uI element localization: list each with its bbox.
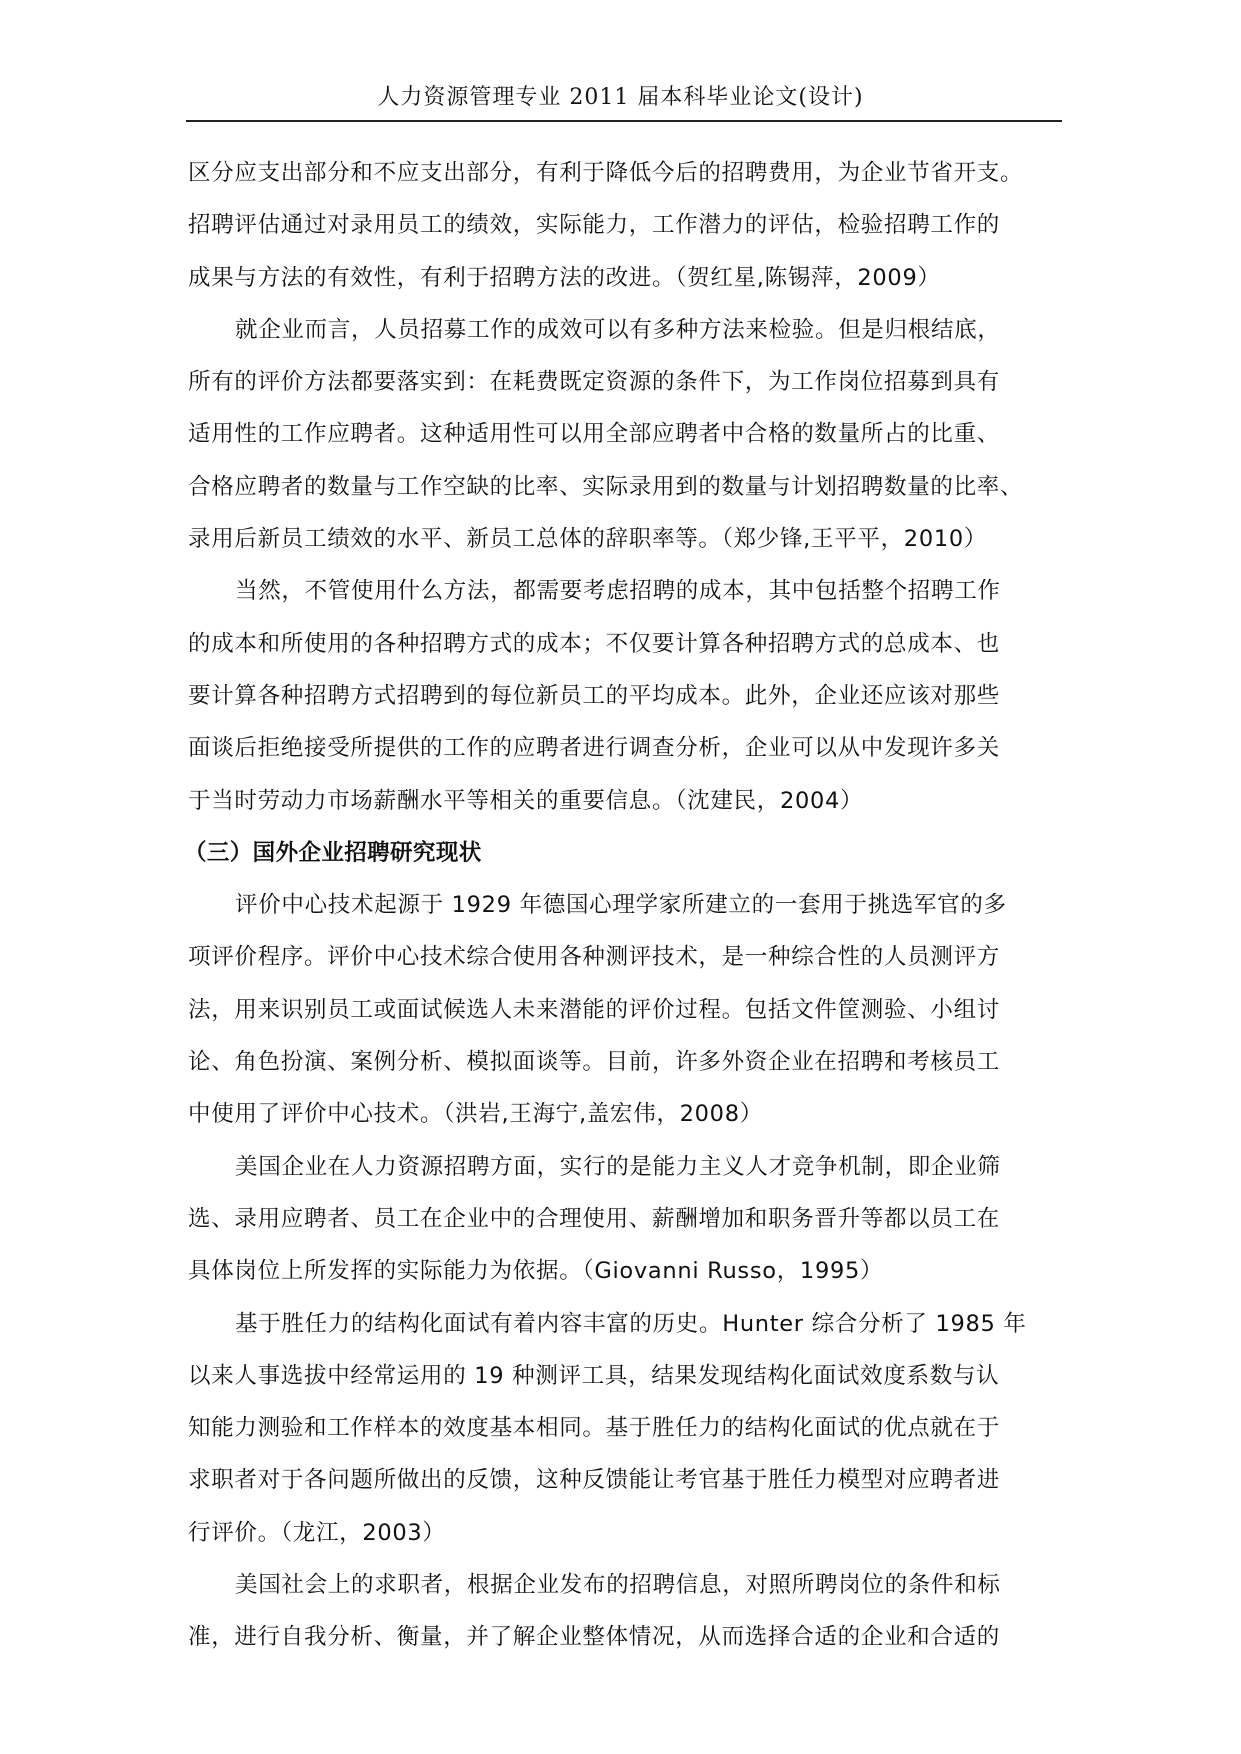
text-line: 选、录用应聘者、员工在企业中的合理使用、薪酬增加和职务晋升等都以员工在 <box>188 1205 1001 1232</box>
text-line: 成果与方法的有效性，有利于招聘方法的改进。（贺红星,陈锡萍，2009） <box>188 264 941 291</box>
text-line: 项评价程序。评价中心技术综合使用各种测评技术，是一种综合性的人员测评方 <box>188 944 1001 971</box>
text-line: 评价中心技术起源于 1929 年德国心理学家所建立的一套用于挑选军官的多 <box>235 892 1007 919</box>
header-rule <box>186 120 1062 122</box>
text-line: 当然，不管使用什么方法，都需要考虑招聘的成本，其中包括整个招聘工作 <box>235 578 1001 605</box>
text-line: 法，用来识别员工或面试候选人未来潜能的评价过程。包括文件筐测验、小组讨 <box>188 996 1001 1023</box>
text-line: 论、角色扮演、案例分析、模拟面谈等。目前，许多外资企业在招聘和考核员工 <box>188 1049 1001 1076</box>
text-line: 基于胜任力的结构化面试有着内容丰富的历史。Hunter 综合分析了 1985 年 <box>235 1310 1027 1337</box>
text-line: 合格应聘者的数量与工作空缺的比率、实际录用到的数量与计划招聘数量的比率、 <box>188 473 1024 500</box>
text-line: 具体岗位上所发挥的实际能力为依据。（Giovanni Russo，1995） <box>188 1258 884 1285</box>
text-line: 行评价。（龙江，2003） <box>188 1519 446 1546</box>
text-line: 区分应支出部分和不应支出部分，有利于降低今后的招聘费用，为企业节省开支。 <box>188 160 1024 186</box>
text-line: 美国企业在人力资源招聘方面，实行的是能力主义人才竞争机制，即企业筛 <box>235 1153 1001 1180</box>
text-line: 录用后新员工绩效的水平、新员工总体的辞职率等。（郑少锋,王平平，2010） <box>188 526 988 553</box>
text-line: 求职者对于各问题所做出的反馈，这种反馈能让考官基于胜任力模型对应聘者进 <box>188 1467 1001 1494</box>
text-line: 中使用了评价中心技术。（洪岩,王海宁,盖宏伟，2008） <box>188 1101 763 1128</box>
text-line: 知能力测验和工作样本的效度基本相同。基于胜任力的结构化面试的优点就在于 <box>188 1415 1001 1442</box>
text-line: 所有的评价方法都要落实到：在耗费既定资源的条件下，为工作岗位招募到具有 <box>188 369 1001 396</box>
text-line: 招聘评估通过对录用员工的绩效，实际能力，工作潜力的评估，检验招聘工作的 <box>188 212 1001 239</box>
text-line: 美国社会上的求职者，根据企业发布的招聘信息，对照所聘岗位的条件和标 <box>235 1572 1001 1599</box>
text-line: 面谈后拒绝接受所提供的工作的应聘者进行调查分析，企业可以从中发现许多关 <box>188 735 1001 762</box>
section-heading: （三）国外企业招聘研究现状 <box>184 839 482 866</box>
text-line: 的成本和所使用的各种招聘方式的成本；不仅要计算各种招聘方式的总成本、也 <box>188 630 1001 657</box>
text-line: 于当时劳动力市场薪酬水平等相关的重要信息。（沈建民，2004） <box>188 787 864 814</box>
text-line: 准，进行自我分析、衡量，并了解企业整体情况，从而选择合适的企业和合适的 <box>188 1624 1001 1651</box>
body-text <box>184 147 1068 1664</box>
text-line: 要计算各种招聘方式招聘到的每位新员工的平均成本。此外，企业还应该对那些 <box>188 682 1001 709</box>
running-header: 人力资源管理专业 2011 届本科毕业论文(设计) <box>377 85 864 110</box>
text-line: 以来人事选拔中经常运用的 19 种测评工具，结果发现结构化面试效度系数与认 <box>188 1362 1000 1389</box>
text-line: 就企业而言，人员招募工作的成效可以有多种方法来检验。但是归根结底， <box>235 316 1001 343</box>
text-line: 适用性的工作应聘者。这种适用性可以用全部应聘者中合格的数量所占的比重、 <box>188 421 1001 448</box>
